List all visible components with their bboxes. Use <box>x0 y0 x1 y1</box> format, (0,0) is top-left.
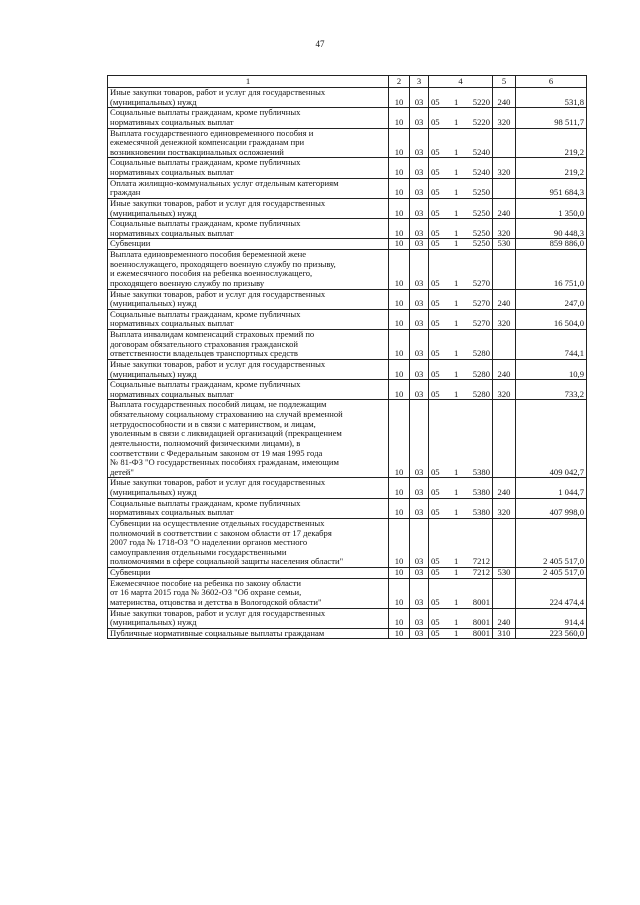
target-code-program: 05 <box>431 318 440 329</box>
target-code-program: 05 <box>431 567 440 577</box>
table-row <box>108 289 587 309</box>
row-subsection: 03 <box>410 380 429 400</box>
row-amount: 16 504,0 <box>516 309 587 329</box>
row-target-code <box>429 88 493 108</box>
target-code-subprogram: 1 <box>454 556 459 567</box>
row-expense-type: 530 <box>493 239 516 250</box>
table-row <box>108 400 587 478</box>
target-code-parts <box>431 299 490 309</box>
target-code-parts <box>431 508 490 518</box>
row-target-code <box>429 628 493 639</box>
target-code-parts <box>431 618 490 628</box>
target-code-direction: 5270 <box>472 277 490 288</box>
target-code-program: 05 <box>431 596 440 607</box>
row-amount: 223 560,0 <box>516 628 587 639</box>
target-code-program: 05 <box>431 146 440 157</box>
target-code-direction: 5220 <box>472 116 490 127</box>
table-row <box>108 128 587 158</box>
row-description: Иные закупки товаров, работ и услуг для государственных (муниципальных) нужд <box>108 289 389 309</box>
row-description: Иные закупки товаров, работ и услуг для государственных (муниципальных) нужд <box>108 359 389 379</box>
row-expense-type <box>493 128 516 158</box>
row-expense-type: 320 <box>493 380 516 400</box>
row-target-code <box>429 108 493 128</box>
row-section: 10 <box>389 380 410 400</box>
target-code-direction: 5250 <box>472 227 490 238</box>
row-target-code <box>429 478 493 498</box>
row-subsection: 03 <box>410 518 429 567</box>
row-amount: 10,9 <box>516 359 587 379</box>
col-header-2: 2 <box>389 76 410 88</box>
table-row <box>108 518 587 567</box>
table-row <box>108 568 587 579</box>
table-row <box>108 178 587 198</box>
target-code-direction: 5250 <box>472 238 490 249</box>
row-target-code <box>429 380 493 400</box>
row-amount: 224 474,4 <box>516 578 587 608</box>
row-amount: 531,8 <box>516 88 587 108</box>
row-description: Социальные выплаты гражданам, кроме публичных нормативных социальных выплат <box>108 108 389 128</box>
target-code-program: 05 <box>431 207 440 218</box>
row-description: Публичные нормативные социальные выплаты гражданам <box>108 628 389 639</box>
row-expense-type: 240 <box>493 608 516 628</box>
row-target-code <box>429 289 493 309</box>
row-subsection: 03 <box>410 239 429 250</box>
target-code-subprogram: 1 <box>454 238 459 249</box>
row-subsection: 03 <box>410 309 429 329</box>
row-expense-type: 310 <box>493 628 516 639</box>
row-target-code <box>429 178 493 198</box>
table-row <box>108 250 587 290</box>
row-expense-type <box>493 250 516 290</box>
row-section: 10 <box>389 198 410 218</box>
row-description: Оплата жилищно-коммунальных услуг отдельным категориям граждан <box>108 178 389 198</box>
row-expense-type: 320 <box>493 498 516 518</box>
row-target-code <box>429 158 493 178</box>
col-header-5: 5 <box>493 76 516 88</box>
target-code-direction: 5240 <box>472 146 490 157</box>
target-code-direction: 5380 <box>472 466 490 477</box>
row-subsection: 03 <box>410 608 429 628</box>
row-amount: 90 448,3 <box>516 219 587 239</box>
row-section: 10 <box>389 128 410 158</box>
row-subsection: 03 <box>410 568 429 579</box>
col-header-6: 6 <box>516 76 587 88</box>
page-number: 47 <box>315 39 325 49</box>
row-subsection: 03 <box>410 88 429 108</box>
target-code-direction: 5280 <box>472 388 490 399</box>
target-code-program: 05 <box>431 466 440 477</box>
row-section: 10 <box>389 239 410 250</box>
row-target-code <box>429 568 493 579</box>
row-description: Социальные выплаты гражданам, кроме публичных нормативных социальных выплат <box>108 309 389 329</box>
target-code-parts <box>431 98 490 108</box>
target-code-program: 05 <box>431 167 440 177</box>
budget-table <box>107 75 587 639</box>
target-code-parts <box>431 390 490 400</box>
target-code-parts <box>431 349 490 359</box>
target-code-subprogram: 1 <box>454 167 459 177</box>
target-code-subprogram: 1 <box>454 116 459 127</box>
target-code-parts <box>431 188 490 198</box>
row-description: Иные закупки товаров, работ и услуг для государственных (муниципальных) нужд <box>108 478 389 498</box>
table-row <box>108 478 587 498</box>
target-code-parts <box>431 239 490 249</box>
target-code-program: 05 <box>431 298 440 309</box>
target-code-subprogram: 1 <box>454 277 459 288</box>
target-code-program: 05 <box>431 507 440 518</box>
row-expense-type: 320 <box>493 158 516 178</box>
row-section: 10 <box>389 478 410 498</box>
target-code-subprogram: 1 <box>454 388 459 399</box>
target-code-program: 05 <box>431 277 440 288</box>
row-expense-type <box>493 518 516 567</box>
row-amount: 914,4 <box>516 608 587 628</box>
row-target-code <box>429 239 493 250</box>
target-code-program: 05 <box>431 348 440 359</box>
target-code-subprogram: 1 <box>454 298 459 309</box>
row-target-code <box>429 400 493 478</box>
row-expense-type: 240 <box>493 478 516 498</box>
table-row <box>108 309 587 329</box>
row-subsection: 03 <box>410 198 429 218</box>
row-subsection: 03 <box>410 219 429 239</box>
target-code-direction: 5270 <box>472 298 490 309</box>
row-expense-type: 320 <box>493 108 516 128</box>
header-row <box>108 76 587 88</box>
target-code-subprogram: 1 <box>454 617 459 628</box>
target-code-subprogram: 1 <box>454 628 459 638</box>
row-section: 10 <box>389 359 410 379</box>
row-description: Субвенции <box>108 239 389 250</box>
target-code-subprogram: 1 <box>454 368 459 379</box>
row-amount: 733,2 <box>516 380 587 400</box>
row-target-code <box>429 578 493 608</box>
row-description: Ежемесячное пособие на ребенка по закону области от 16 марта 2015 года № 3602-ОЗ "Об охране семьи, материнства, отцовства и детства в Вологодской области" <box>108 578 389 608</box>
target-code-direction: 5280 <box>472 368 490 379</box>
row-section: 10 <box>389 628 410 639</box>
target-code-parts <box>431 370 490 380</box>
row-subsection: 03 <box>410 628 429 639</box>
row-subsection: 03 <box>410 330 429 360</box>
row-target-code <box>429 128 493 158</box>
row-description: Выплата государственного единовременного пособия и ежемесячной денежной компенсации гражданам при возникновении поствакцинальных осложнений <box>108 128 389 158</box>
row-amount: 16 751,0 <box>516 250 587 290</box>
target-code-parts <box>431 629 490 639</box>
target-code-program: 05 <box>431 556 440 567</box>
row-description: Субвенции <box>108 568 389 579</box>
row-expense-type <box>493 178 516 198</box>
target-code-direction: 8001 <box>472 617 490 628</box>
target-code-program: 05 <box>431 227 440 238</box>
target-code-subprogram: 1 <box>454 487 459 497</box>
target-code-subprogram: 1 <box>454 348 459 359</box>
target-code-direction: 7212 <box>472 567 490 577</box>
target-code-parts <box>431 319 490 329</box>
target-code-direction: 5250 <box>472 187 490 198</box>
row-description: Социальные выплаты гражданам, кроме публичных нормативных социальных выплат <box>108 219 389 239</box>
row-subsection: 03 <box>410 478 429 498</box>
row-expense-type <box>493 400 516 478</box>
row-amount: 1 350,0 <box>516 198 587 218</box>
target-code-subprogram: 1 <box>454 466 459 477</box>
row-expense-type: 240 <box>493 359 516 379</box>
row-expense-type: 530 <box>493 568 516 579</box>
row-amount: 98 511,7 <box>516 108 587 128</box>
row-target-code <box>429 309 493 329</box>
row-target-code <box>429 219 493 239</box>
target-code-parts <box>431 148 490 158</box>
row-expense-type <box>493 330 516 360</box>
target-code-program: 05 <box>431 628 440 638</box>
target-code-subprogram: 1 <box>454 596 459 607</box>
col-header-1: 1 <box>108 76 389 88</box>
table-row <box>108 239 587 250</box>
row-section: 10 <box>389 498 410 518</box>
target-code-program: 05 <box>431 368 440 379</box>
row-subsection: 03 <box>410 128 429 158</box>
row-description: Социальные выплаты гражданам, кроме публичных нормативных социальных выплат <box>108 498 389 518</box>
target-code-parts <box>431 209 490 219</box>
target-code-subprogram: 1 <box>454 227 459 238</box>
row-amount: 219,2 <box>516 158 587 178</box>
row-description: Иные закупки товаров, работ и услуг для государственных (муниципальных) нужд <box>108 198 389 218</box>
row-expense-type: 320 <box>493 309 516 329</box>
row-expense-type: 240 <box>493 88 516 108</box>
target-code-direction: 8001 <box>472 628 490 638</box>
row-amount: 859 886,0 <box>516 239 587 250</box>
target-code-direction: 5250 <box>472 207 490 218</box>
row-amount: 219,2 <box>516 128 587 158</box>
target-code-program: 05 <box>431 617 440 628</box>
row-subsection: 03 <box>410 289 429 309</box>
row-expense-type: 240 <box>493 289 516 309</box>
row-subsection: 03 <box>410 178 429 198</box>
row-section: 10 <box>389 518 410 567</box>
row-subsection: 03 <box>410 108 429 128</box>
row-section: 10 <box>389 330 410 360</box>
target-code-direction: 5270 <box>472 318 490 329</box>
row-amount: 2 405 517,0 <box>516 518 587 567</box>
table-row <box>108 359 587 379</box>
row-section: 10 <box>389 178 410 198</box>
target-code-parts <box>431 118 490 128</box>
table-row <box>108 608 587 628</box>
table-row <box>108 498 587 518</box>
target-code-parts <box>431 598 490 608</box>
table-row <box>108 158 587 178</box>
row-amount: 407 998,0 <box>516 498 587 518</box>
row-subsection: 03 <box>410 400 429 478</box>
row-description: Субвенции на осуществление отдельных государственных полномочий в соответствии с законом области от 17 декабря 2007 года № 1718-ОЗ "О наделении органов местного самоуправления отдельными государственными полномочиями в сфере социальной защиты населения области" <box>108 518 389 567</box>
row-section: 10 <box>389 88 410 108</box>
row-amount: 2 405 517,0 <box>516 568 587 579</box>
target-code-subprogram: 1 <box>454 187 459 198</box>
row-subsection: 03 <box>410 359 429 379</box>
row-amount: 951 684,3 <box>516 178 587 198</box>
target-code-direction: 7212 <box>472 556 490 567</box>
target-code-program: 05 <box>431 187 440 198</box>
row-target-code <box>429 518 493 567</box>
row-subsection: 03 <box>410 250 429 290</box>
table-row <box>108 219 587 239</box>
target-code-parts <box>431 557 490 567</box>
table-row <box>108 578 587 608</box>
target-code-subprogram: 1 <box>454 207 459 218</box>
target-code-direction: 8001 <box>472 596 490 607</box>
target-code-program: 05 <box>431 96 440 107</box>
row-section: 10 <box>389 400 410 478</box>
row-description: Выплата единовременного пособия беременной жене военнослужащего, проходящего военную службу по призыву, и ежемесячного пособия на ребенка военнослужащего, проходящего военную службу по призыву <box>108 250 389 290</box>
table-row <box>108 628 587 639</box>
row-section: 10 <box>389 578 410 608</box>
row-expense-type: 320 <box>493 219 516 239</box>
target-code-direction: 5220 <box>472 96 490 107</box>
row-amount: 247,0 <box>516 289 587 309</box>
target-code-direction: 5380 <box>472 507 490 518</box>
row-section: 10 <box>389 608 410 628</box>
row-description: Выплата инвалидам компенсаций страховых премий по договорам обязательного страхования гражданской ответственности владельцев транспортных средств <box>108 330 389 360</box>
row-section: 10 <box>389 568 410 579</box>
target-code-parts <box>431 229 490 239</box>
row-description: Иные закупки товаров, работ и услуг для государственных (муниципальных) нужд <box>108 88 389 108</box>
row-target-code <box>429 198 493 218</box>
table-row <box>108 88 587 108</box>
row-subsection: 03 <box>410 158 429 178</box>
row-expense-type <box>493 578 516 608</box>
target-code-subprogram: 1 <box>454 507 459 518</box>
row-amount: 409 042,7 <box>516 400 587 478</box>
row-description: Выплата государственных пособий лицам, не подлежащим обязательному социальному страхованию на случай временной нетрудоспособности и в связи с материнством, и лицам, уволенным в связи с ликвидацией организаций (прекращением деятельности, полномочий физическими лицами), в соответствии с Федеральным законом от 19 мая 1995 года № 81-ФЗ "О государственных пособиях гражданам, имеющим детей" <box>108 400 389 478</box>
target-code-direction: 5240 <box>472 167 490 177</box>
row-section: 10 <box>389 219 410 239</box>
target-code-parts <box>431 468 490 478</box>
target-code-parts <box>431 168 490 178</box>
target-code-program: 05 <box>431 238 440 249</box>
target-code-program: 05 <box>431 388 440 399</box>
table-row <box>108 380 587 400</box>
target-code-parts <box>431 279 490 289</box>
row-description: Иные закупки товаров, работ и услуг для государственных (муниципальных) нужд <box>108 608 389 628</box>
table-row <box>108 198 587 218</box>
row-amount: 744,1 <box>516 330 587 360</box>
target-code-subprogram: 1 <box>454 146 459 157</box>
row-subsection: 03 <box>410 498 429 518</box>
row-target-code <box>429 330 493 360</box>
row-target-code <box>429 498 493 518</box>
table-row <box>108 108 587 128</box>
row-section: 10 <box>389 309 410 329</box>
row-description: Социальные выплаты гражданам, кроме публичных нормативных социальных выплат <box>108 380 389 400</box>
col-header-4: 4 <box>429 76 493 88</box>
row-section: 10 <box>389 158 410 178</box>
target-code-subprogram: 1 <box>454 96 459 107</box>
col-header-3: 3 <box>410 76 429 88</box>
row-subsection: 03 <box>410 578 429 608</box>
target-code-program: 05 <box>431 487 440 497</box>
target-code-direction: 5280 <box>472 348 490 359</box>
table-row <box>108 330 587 360</box>
target-code-subprogram: 1 <box>454 318 459 329</box>
row-section: 10 <box>389 250 410 290</box>
target-code-subprogram: 1 <box>454 567 459 577</box>
target-code-parts <box>431 488 490 498</box>
target-code-direction: 5380 <box>472 487 490 497</box>
row-amount: 1 044,7 <box>516 478 587 498</box>
row-target-code <box>429 359 493 379</box>
row-expense-type: 240 <box>493 198 516 218</box>
row-target-code <box>429 250 493 290</box>
row-description: Социальные выплаты гражданам, кроме публичных нормативных социальных выплат <box>108 158 389 178</box>
row-target-code <box>429 608 493 628</box>
target-code-parts <box>431 568 490 578</box>
target-code-program: 05 <box>431 116 440 127</box>
row-section: 10 <box>389 289 410 309</box>
row-section: 10 <box>389 108 410 128</box>
